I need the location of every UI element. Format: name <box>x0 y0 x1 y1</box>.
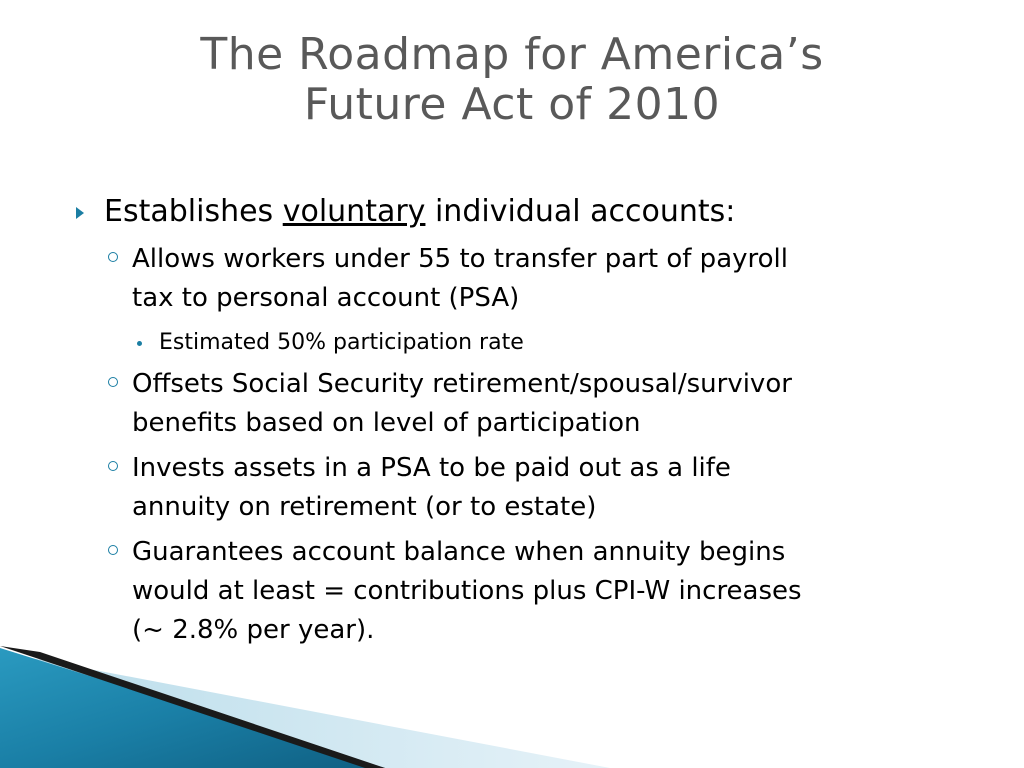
main-bullet-after: individual accounts: <box>425 194 736 229</box>
sub-bullet-4-line-2: would at least = contributions plus CPI-W increases <box>132 576 802 606</box>
sub-sub-bullet-1: Estimated 50% participation rate <box>159 330 524 355</box>
circle-bullet-icon <box>108 377 118 387</box>
dot-bullet-icon <box>137 341 142 346</box>
sub-bullet-2-line-2: benefits based on level of participation <box>132 408 641 438</box>
triangle-bullet-icon <box>76 207 84 219</box>
sub-bullet-4-line-1: Guarantees account balance when annuity begins <box>132 537 786 567</box>
circle-bullet-icon <box>108 461 118 471</box>
sub-bullet-3-line-1: Invests assets in a PSA to be paid out as a life <box>132 453 731 483</box>
sub-bullet-3-line-2: annuity on retirement (or to estate) <box>132 492 597 522</box>
circle-bullet-icon <box>108 252 118 262</box>
main-bullet-before: Establishes <box>104 194 283 229</box>
sub-bullet-2-line-1: Offsets Social Security retirement/spousal/survivor <box>132 369 792 399</box>
bottom-decoration <box>0 640 1024 768</box>
main-bullet-text <box>104 192 735 232</box>
sub-bullet-1-line-2: tax to personal account (PSA) <box>132 283 520 313</box>
slide-title-line-2: Future Act of 2010 <box>303 79 721 130</box>
slide-title-line-1: The Roadmap for America’s <box>200 29 824 80</box>
sub-bullet-4-line-3: (~ 2.8% per year). <box>132 615 375 645</box>
main-bullet-underlined: voluntary <box>282 194 426 229</box>
circle-bullet-icon <box>108 545 118 555</box>
sub-bullet-1-line-1: Allows workers under 55 to transfer part of payroll <box>132 244 788 274</box>
